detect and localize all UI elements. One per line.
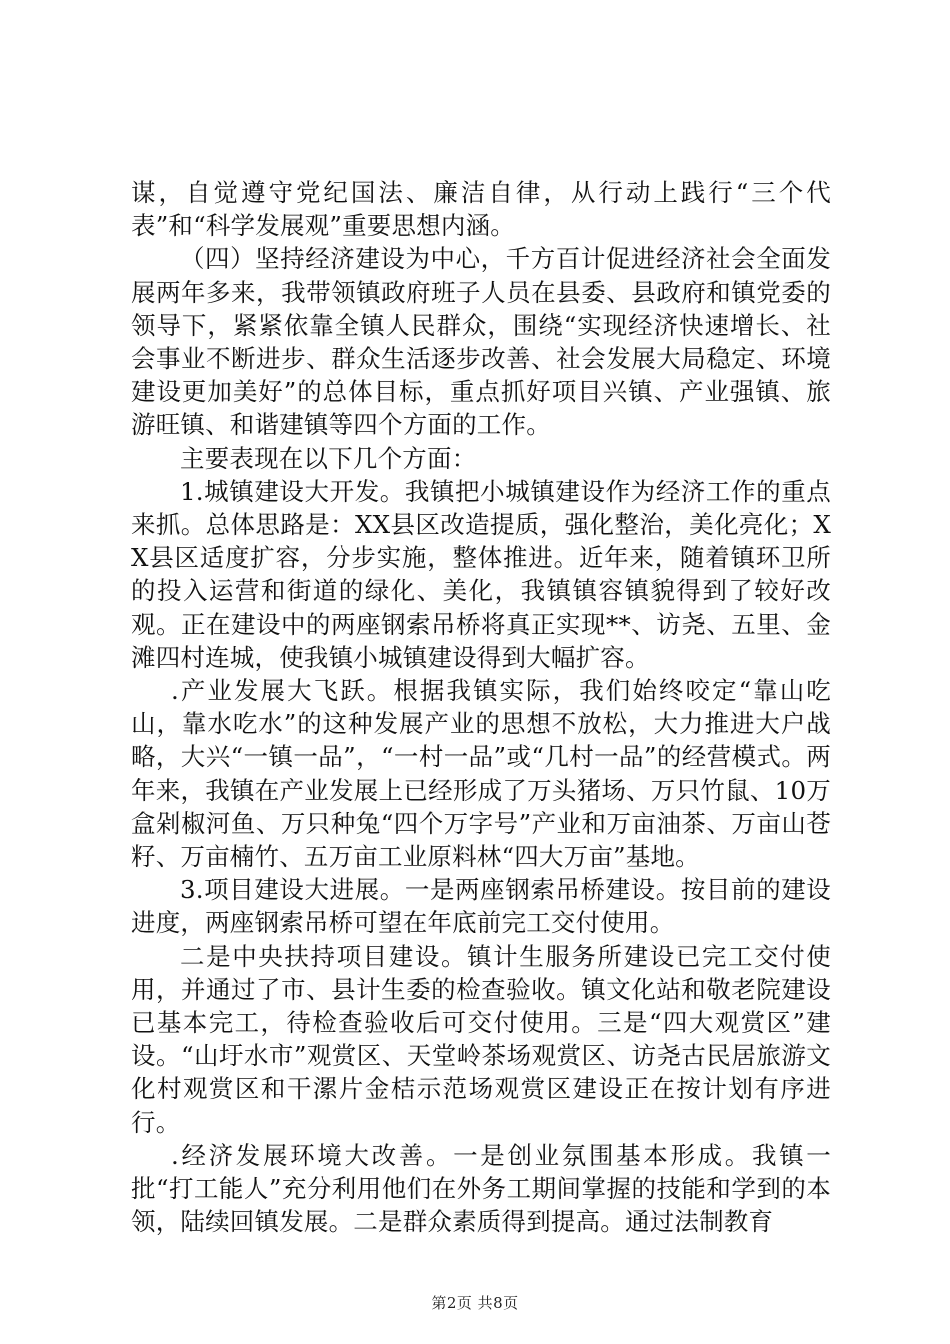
paragraph-main-aspects-intro: 主要表现在以下几个方面： — [180, 443, 477, 473]
paragraph-economic-environment: .经济发展环境大改善。一是创业氛围基本形成。我镇一批“打工能人”充分利用他们在外务工期间掌握的技能和学到的本领，陆续回镇发展。二是群众素质得到提高。通过法制教育 — [131, 1140, 831, 1237]
paragraph-industry-development: .产业发展大飞跃。根据我镇实际，我们始终咬定“靠山吃山，靠水吃水”的这种发展产业的思想不放松，大力推进大户战略，大兴“一镇一品”，“一村一品”或“几村一品”的经营模式。两年来，我镇在产业发展上已经形成了万头猪场、万只竹鼠、10万盒剁椒河鱼、万只种兔“四个万字号”产业和万亩油茶、万亩山苍籽、万亩楠竹、五万亩工业原料林“四大万亩”基地。 — [131, 676, 831, 872]
paragraph-section-four: （四）坚持经济建设为中心，千方百计促进经济社会全面发展两年多来，我带领镇政府班子人员在县委、县政府和镇党委的领导下，紧紧依靠全镇人民群众，围绕“实现经济快速增长、社会事业不断进步、群众生活逐步改善、社会发展大局稳定、环境建设更加美好”的总体目标，重点抓好项目兴镇、产业强镇、旅游旺镇、和谐建镇等四个方面的工作。 — [131, 244, 831, 440]
paragraph-central-support-projects: 二是中央扶持项目建设。镇计生服务所建设已完工交付使用，并通过了市、县计生委的检查验收。镇文化站和敬老院建设已基本完工，待检查验收后可交付使用。三是“四大观赏区”建设。“山圩水市”观赏区、天堂岭茶场观赏区、访尧古民居旅游文化村观赏区和干漯片金桔示范场观赏区建设正在按计划有序进行。 — [131, 941, 831, 1137]
document-body — [131, 176, 831, 1239]
paragraph-town-construction: 1.城镇建设大开发。我镇把小城镇建设作为经济工作的重点来抓。总体思路是：XX县区改造提质，强化整治，美化亮化；XX县区适度扩容，分步实施，整体推进。近年来，随着镇环卫所的投入运营和街道的绿化、美化，我镇镇容镇貌得到了较好改观。正在建设中的两座钢索吊桥将真正实现**、访尧、五里、金滩四村连城，使我镇小城镇建设得到大幅扩容。 — [131, 476, 831, 672]
paragraph-continuation: 谋，自觉遵守党纪国法、廉洁自律，从行动上践行“三个代表”和“科学发展观”重要思想内涵。 — [131, 178, 831, 241]
page-number-footer: 第2页 共8页 — [431, 1294, 519, 1312]
paragraph-project-construction: 3.项目建设大进展。一是两座钢索吊桥建设。按目前的建设进度，两座钢索吊桥可望在年底前完工交付使用。 — [131, 875, 831, 938]
